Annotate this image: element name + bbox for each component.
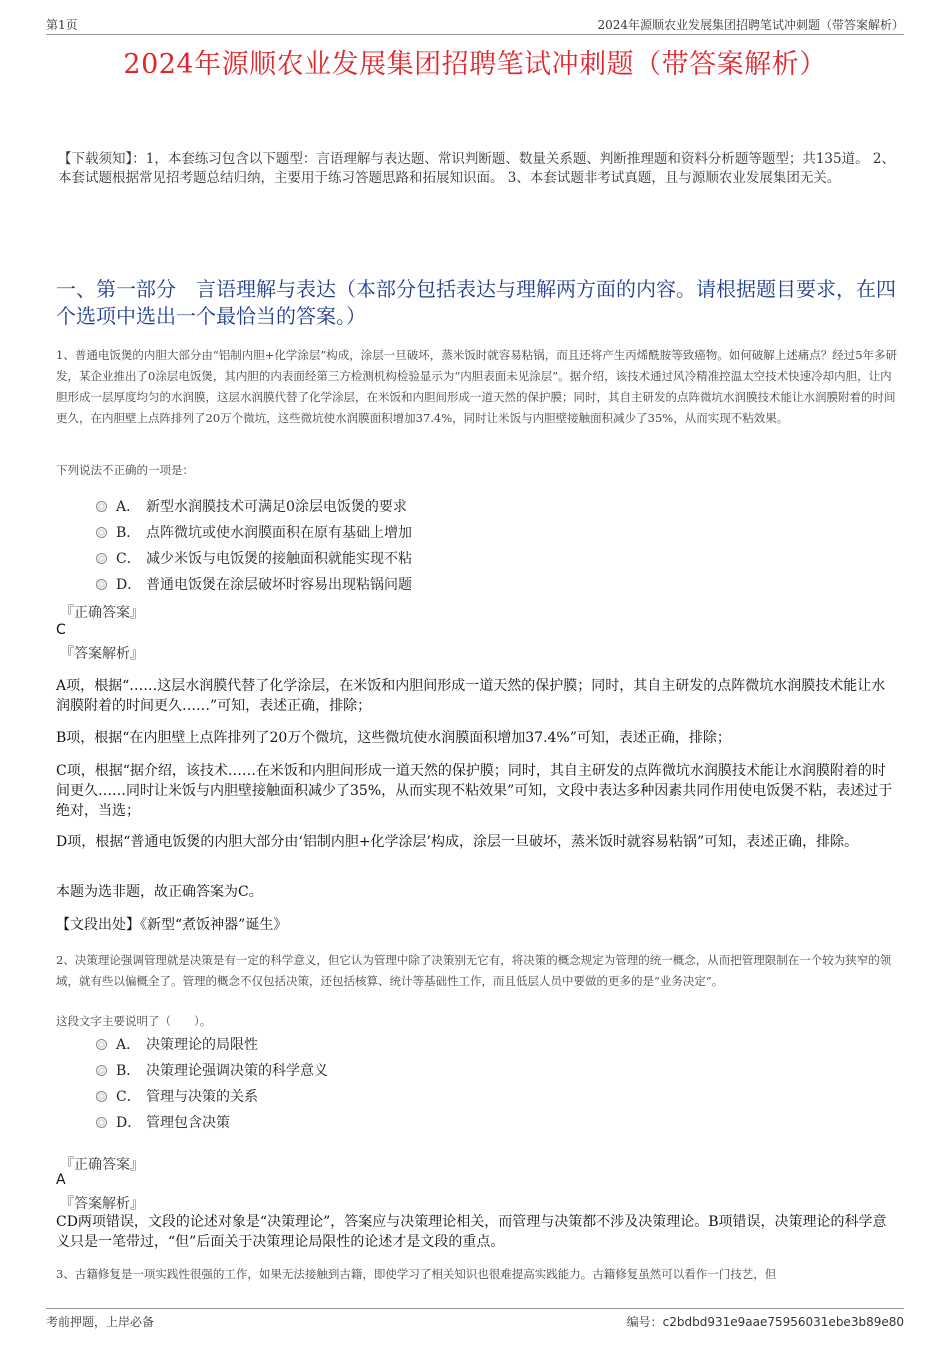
q2-answer: A bbox=[56, 1172, 66, 1188]
page-number: 第1页 bbox=[46, 18, 78, 32]
q2-option-d[interactable]: D． 管理包含决策 bbox=[96, 1112, 230, 1134]
q2-option-b[interactable]: B． 决策理论强调决策的科学意义 bbox=[96, 1060, 328, 1082]
q1-analysis-d: D项，根据“普通电饭煲的内胆大部分由‘铝制内胆+化学涂层’构成，涂层一旦破坏，蒸米饭时就容易粘锅”可知，表述正确，排除。 bbox=[56, 834, 859, 850]
radio-icon[interactable] bbox=[96, 579, 107, 590]
section-heading: 一、第一部分 言语理解与表达（本部分包括表达与理解两方面的内容。请根据题目要求，在四个选项中选出一个最恰当的答案。） bbox=[56, 277, 896, 328]
header-doc-title: 2024年源顺农业发展集团招聘笔试冲刺题（带答案解析） bbox=[597, 18, 904, 32]
q1-stem: 1、普通电饭煲的内胆大部分由“铝制内胆+化学涂层”构成，涂层一旦破坏，蒸米饭时就容易粘锅，而且还将产生丙烯酰胺等致癌物。如何破解上述痛点？经过5年多研发，某企业推出了0涂层电饭煲，其内胆的内表面经第三方检测机构检验显示为“内胆表面未见涂层”。据介绍，该技术通过风冷精准控温太空技术快速冷却内胆，让内胆形成一层厚度均匀的水润膜，这层水润膜代替了化学涂层，在米饭和内胆间形成一道天然的保护膜；同时，其自主研发的点阵微坑水润膜技术能让水润膜附着的时间更久，在内胆壁上点阵排列了20万个微坑，这些微坑使水润膜面积增加37.4%，同时让米饭与内胆壁接触面积减少了35%，从而实现不粘效果。 bbox=[56, 348, 898, 425]
q2-answer-label: 『正确答案』 bbox=[60, 1157, 144, 1173]
radio-icon[interactable] bbox=[96, 1039, 107, 1050]
q1-analysis-label: 『答案解析』 bbox=[60, 646, 144, 662]
q1-prompt: 下列说法不正确的一项是： bbox=[56, 463, 194, 477]
q1-conclusion: 本题为选非题，故正确答案为C。 bbox=[56, 884, 263, 900]
footer-code bbox=[627, 1313, 904, 1330]
radio-icon[interactable] bbox=[96, 1091, 107, 1102]
q1-answer-label: 『正确答案』 bbox=[60, 605, 144, 621]
footer-divider bbox=[46, 1308, 904, 1309]
q3-stem: 3、古籍修复是一项实践性很强的工作，如果无法接触到古籍，即使学习了相关知识也很难提高实践能力。古籍修复虽然可以看作一门技艺，但 bbox=[56, 1267, 777, 1281]
q1-analysis-c: C项，根据“据介绍，该技术……在米饭和内胆间形成一道天然的保护膜；同时，其自主研发的点阵微坑水润膜技术能让水润膜附着的时间更久……同时让米饭与内胆壁接触面积减少了35%，从而实现不粘效果”可知，文段中表达多种因素共同作用使电饭煲不粘，表述过于绝对，当选； bbox=[56, 763, 893, 819]
q1-source: 【文段出处】《新型“煮饭神器”诞生》 bbox=[56, 917, 288, 933]
page-title: 2024年源顺农业发展集团招聘笔试冲刺题（带答案解析） bbox=[123, 49, 827, 80]
q2-prompt: 这段文字主要说明了（ ）。 bbox=[56, 1014, 212, 1028]
q2-stem: 2、决策理论强调管理就是决策是有一定的科学意义，但它认为管理中除了决策别无它有，将决策的概念规定为管理的统一概念，从而把管理限制在一个较为狭窄的领域，就有些以偏概全了。管理的概念不仅包括决策，还包括核算、统计等基础性工作，而且低层人员中要做的更多的是“业务决定”。 bbox=[56, 953, 892, 988]
q1-option-c[interactable]: C． 减少米饭与电饭煲的接触面积就能实现不粘 bbox=[96, 548, 412, 570]
q1-analysis-b: B项，根据“在内胆壁上点阵排列了20万个微坑，这些微坑使水润膜面积增加37.4%”可知，表述正确，排除； bbox=[56, 730, 731, 746]
q1-option-a[interactable]: A． 新型水润膜技术可满足0涂层电饭煲的要求 bbox=[96, 496, 407, 518]
radio-icon[interactable] bbox=[96, 1065, 107, 1076]
radio-icon[interactable] bbox=[96, 501, 107, 512]
q2-analysis-label: 『答案解析』 bbox=[60, 1196, 144, 1212]
radio-icon[interactable] bbox=[96, 527, 107, 538]
q1-option-d[interactable]: D． 普通电饭煲在涂层破坏时容易出现粘锅问题 bbox=[96, 574, 412, 596]
radio-icon[interactable] bbox=[96, 1117, 107, 1128]
footer-code-value: c2bdbd931e9aae75956031ebe3b89e80 bbox=[662, 1315, 904, 1329]
q1-answer: C bbox=[56, 622, 66, 638]
radio-icon[interactable] bbox=[96, 553, 107, 564]
q2-analysis: CD两项错误，文段的论述对象是“决策理论”，答案应与决策理论相关，而管理与决策都不涉及决策理论。B项错误，决策理论的科学意义只是一笔带过，“但”后面关于决策理论局限性的论述才是文段的重点。 bbox=[56, 1214, 887, 1250]
q1-option-b[interactable]: B． 点阵微坑或使水润膜面积在原有基础上增加 bbox=[96, 522, 412, 544]
download-notice: 【下载须知】：1，本套练习包含以下题型：言语理解与表达题、常识判断题、数量关系题、判断推理题和资料分析题等题型；共135道。 2、本套试题根据常见招考题总结归纳，主要用于练习答题思路和拓展知识面。 3、本套试题非考试真题，且与源顺农业发展集团无关。 bbox=[58, 151, 895, 186]
q1-analysis-a: A项，根据“……这层水润膜代替了化学涂层，在米饭和内胆间形成一道天然的保护膜；同时，其自主研发的点阵微坑水润膜技术能让水润膜附着的时间更久……”可知，表述正确，排除； bbox=[56, 678, 886, 714]
footer-code-label: 编号： bbox=[626, 1315, 663, 1329]
q2-option-a[interactable]: A． 决策理论的局限性 bbox=[96, 1034, 258, 1056]
q2-option-c[interactable]: C． 管理与决策的关系 bbox=[96, 1086, 258, 1108]
page-header bbox=[46, 14, 904, 35]
footer-slogan: 考前押题，上岸必备 bbox=[46, 1315, 155, 1329]
